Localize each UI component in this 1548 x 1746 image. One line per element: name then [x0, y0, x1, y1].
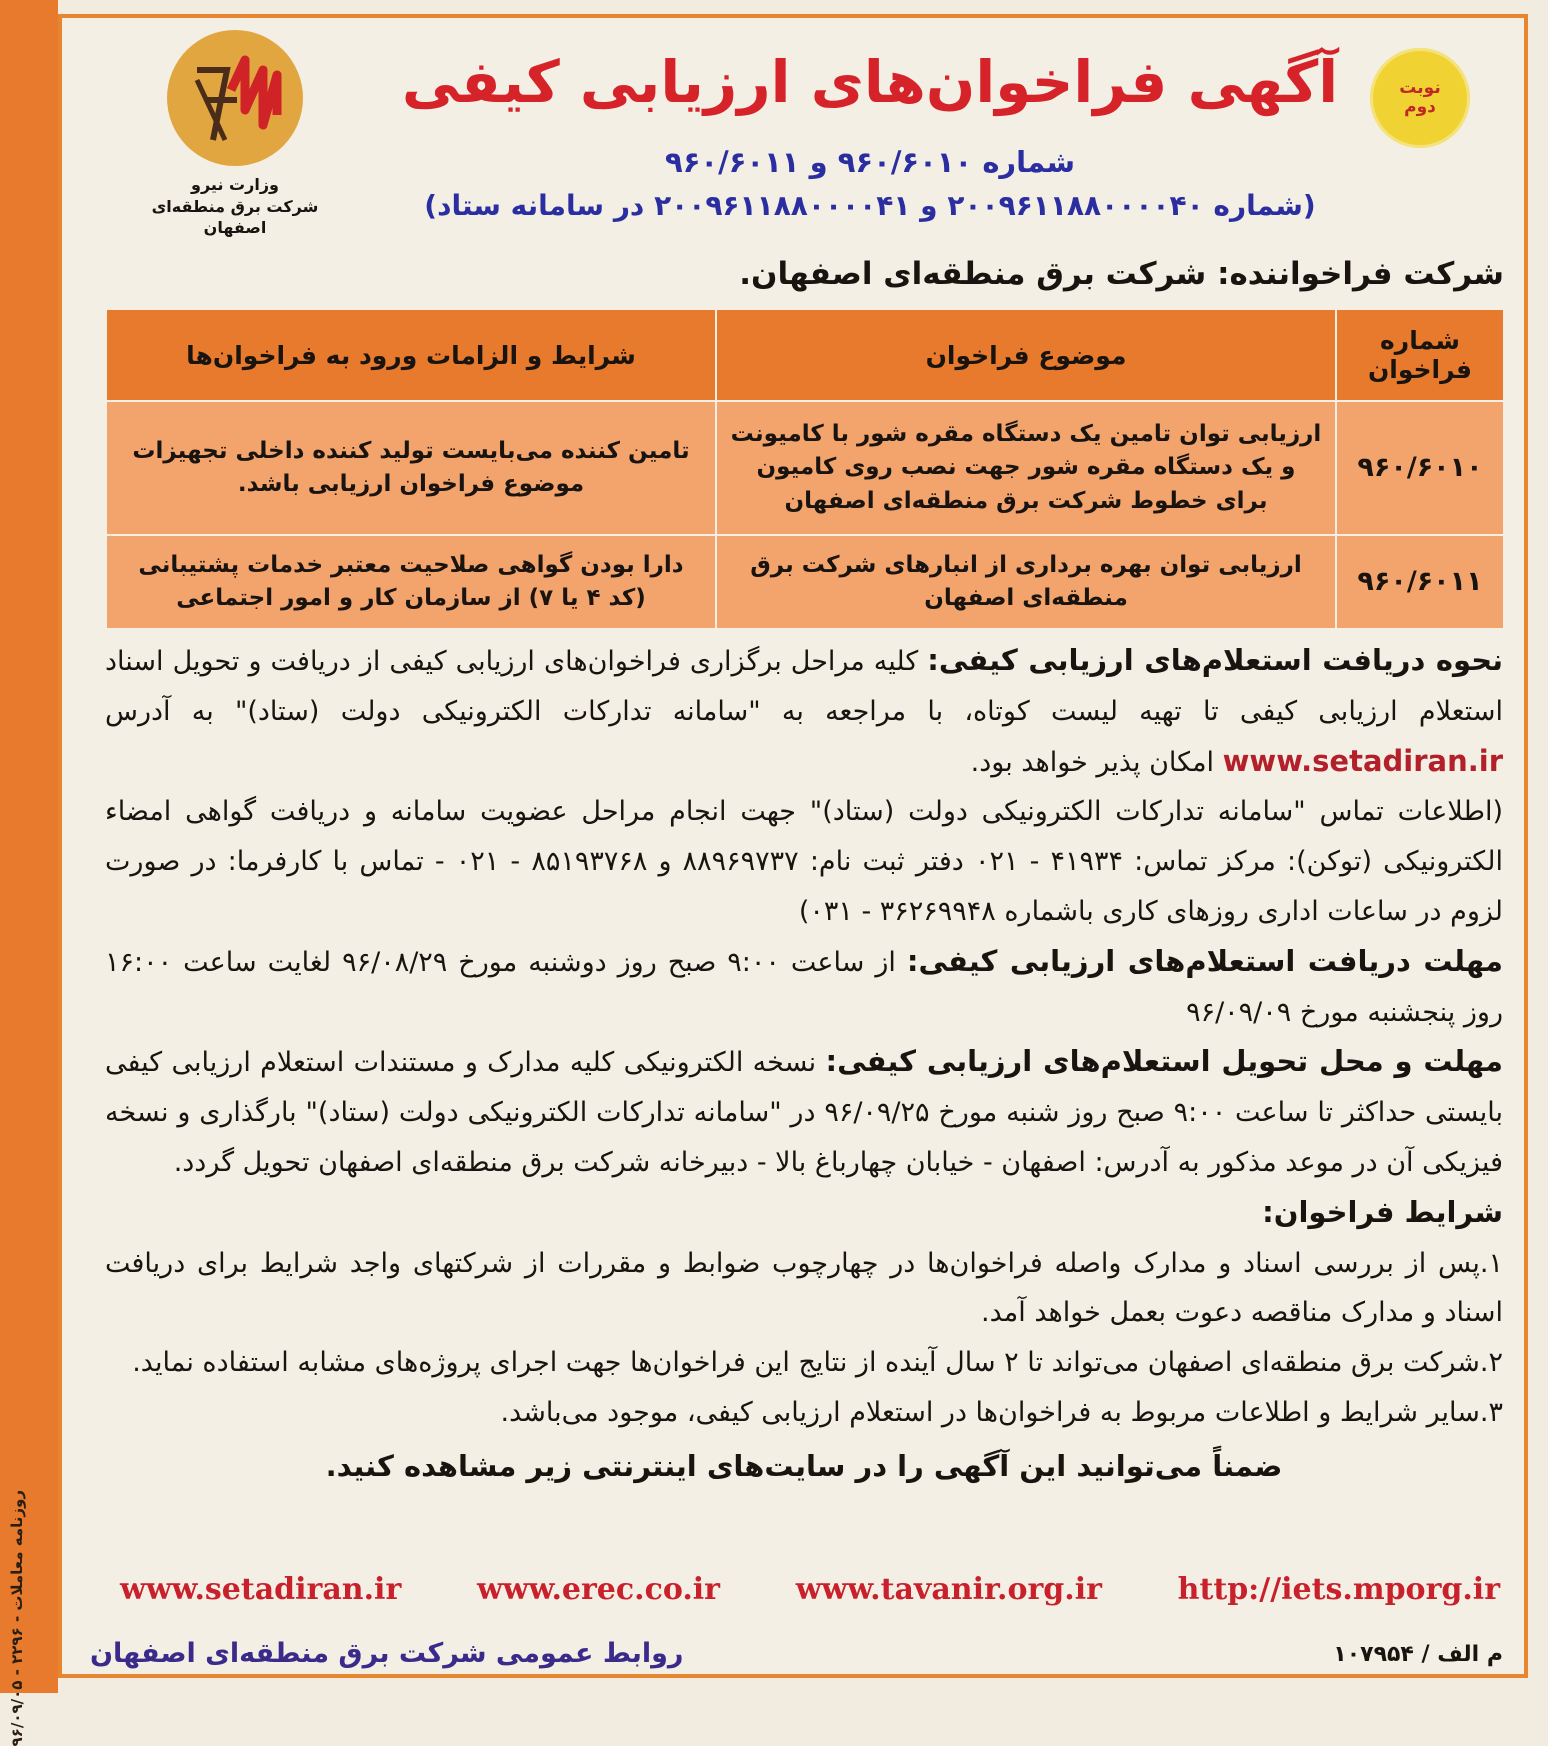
- conditions-heading: شرایط فراخوان:: [1262, 1194, 1503, 1229]
- table-row: [106, 401, 1504, 535]
- call-numbers-line: شماره ۹۶۰/۶۰۱۰ و ۹۶۰/۶۰۱۱: [665, 145, 1075, 179]
- receive-title: نحوه دریافت استعلام‌های ارزیابی کیفی:: [927, 643, 1503, 677]
- closing-note: ضمناً می‌توانید این آگهی را در سایت‌های اینترنتی زیر مشاهده کنید.: [325, 1448, 1283, 1483]
- ad-code: م الف / ۱۰۷۹۵۴: [1333, 1642, 1503, 1667]
- receive-end: امکان پذیر خواهد بود.: [970, 746, 1223, 778]
- call-conditions-cell: دارا بودن گواهی صلاحیت معتبر خدمات پشتیبانی (کد ۴ یا ۷) از سازمان کار و امور اجتماعی: [106, 535, 716, 629]
- calling-company: شرکت فراخواننده: شرکت برق منطقه‌ای اصفهان.: [739, 256, 1504, 292]
- call-numbers: [380, 140, 1360, 228]
- receive-paragraph: [105, 636, 1503, 787]
- call-subject-cell: ارزیابی توان تامین یک دستگاه مقره شور با کامیونت و یک دستگاه مقره شور جهت نصب روی کامیون برای خطوط شرکت برق منطقه‌ای اصفهان: [716, 401, 1336, 535]
- delivery-text: نسخه الکترونیکی کلیه مدارک و مستندات استعلام ارزیابی کیفی بایستی حداکثر تا ساعت ۹:۰۰ صبح روز شنبه مورخ ۹۶/۰۹/۲۵ در "سامانه تدارکات الکترونیکی دولت (ستاد)" بارگذاری و نسخه فیزیکی آن در موعد مذکور به آدرس: اصفهان - خیابان چهارباغ بالا - دبیرخانه شرکت برق منطقه‌ای اصفهان تحویل گردد.: [105, 1047, 1503, 1178]
- left-color-band: [0, 0, 58, 1746]
- deadline-title: مهلت دریافت استعلام‌های ارزیابی کیفی:: [906, 943, 1503, 978]
- company-logo-block: [120, 30, 350, 239]
- site-link[interactable]: www.erec.co.ir: [476, 1572, 720, 1607]
- conditions-title: [105, 1188, 1503, 1239]
- publisher-label: روابط عمومی شرکت برق منطقه‌ای اصفهان: [90, 1638, 684, 1669]
- receive-text: کلیه مراحل برگزاری فراخوان‌های ارزیابی کیفی از دریافت و تحویل اسناد استعلام ارزیابی کیفی تا تهیه لیست کوتاه، با مراجعه به "سامانه تدارکات الکترونیکی دولت (ستاد)" به آدرس: [105, 646, 1503, 727]
- deadline-text: از ساعت ۹:۰۰ صبح روز دوشنبه مورخ ۹۶/۰۸/۲۹ لغایت ساعت ۱۶:۰۰ روز پنجشنبه مورخ ۹۶/۰۹/۰۹: [105, 946, 1503, 1028]
- deadline-paragraph: [105, 937, 1503, 1038]
- call-number-cell: ۹۶۰/۶۰۱۰: [1336, 401, 1504, 535]
- header-call-number: شماره فراخوان: [1336, 309, 1504, 401]
- website-list: [120, 1572, 1500, 1607]
- call-subject-cell: ارزیابی توان بهره برداری از انبارهای شرکت برق منطقه‌ای اصفهان: [716, 535, 1336, 629]
- ad-body: [105, 636, 1503, 1492]
- condition-item: ۲.شرکت برق منطقه‌ای اصفهان می‌تواند تا ۲ سال آینده از نتایج این فراخوان‌ها جهت اجرای پروژه‌های مشابه استفاده نماید.: [132, 1347, 1503, 1379]
- condition-item: ۱.پس از بررسی اسناد و مدارک واصله فراخوان‌ها در چهارچوب ضوابط و مقررات از شرکتهای واجد شرایط برای دریافت اسناد و مدارک مناقصه دعوت بعمل خواهد آمد.: [105, 1247, 1503, 1329]
- calls-table: [105, 308, 1505, 630]
- table-row: [106, 535, 1504, 629]
- setad-link[interactable]: www.setadiran.ir: [1222, 743, 1503, 778]
- delivery-title: مهلت و محل تحویل استعلام‌های ارزیابی کیفی:: [825, 1044, 1504, 1079]
- header-call-subject: موضوع فراخوان: [716, 309, 1336, 401]
- condition-item: ۳.سایر شرایط و اطلاعات مربوط به فراخوان‌ها در استعلام ارزیابی کیفی، موجود می‌باشد.: [500, 1396, 1503, 1428]
- header-call-conditions: شرایط و الزامات ورود به فراخوان‌ها: [106, 309, 716, 401]
- logo-company-label: شرکت برق منطقه‌ای اصفهان: [151, 196, 319, 238]
- ad-headline: آگهی فراخوان‌های ارزیابی کیفی: [401, 48, 1339, 116]
- site-link[interactable]: www.tavanir.org.ir: [795, 1572, 1102, 1607]
- site-link[interactable]: www.setadiran.ir: [120, 1572, 402, 1607]
- contact-paragraph: (اطلاعات تماس "سامانه تدارکات الکترونیکی دولت (ستاد)" جهت انجام مراحل عضویت سامانه و دریافت گواهی امضاء الکترونیکی (توکن): مرکز تماس: ۴۱۹۳۴ - ۰۲۱ دفتر ثبت نام: ۸۸۹۶۹۷۳۷ و ۸۵۱۹۳۷۶۸ - ۰۲۱ - تماس با کارفرما: در صورت لزوم در ساعات اداری روزهای کاری باشماره ۳۶۲۶۹۹۴۸ - ۰۳۱): [105, 796, 1503, 927]
- site-link[interactable]: http://iets.mporg.ir: [1177, 1572, 1500, 1607]
- side-strip-text: روزنامه معاملات - ۲۲۹۶ - ۹۶/۰۹/۰۵: [8, 1490, 26, 1746]
- delivery-paragraph: [105, 1037, 1503, 1187]
- call-number-cell: ۹۶۰/۶۰۱۱: [1336, 535, 1504, 629]
- setad-numbers-line: (شماره ۲۰۰۹۶۱۱۸۸۰۰۰۰۴۰ و ۲۰۰۹۶۱۱۸۸۰۰۰۰۴۱ در سامانه ستاد): [424, 189, 1316, 222]
- power-company-logo-icon: [167, 30, 303, 166]
- call-conditions-cell: تامین کننده می‌بایست تولید کننده داخلی تجهیزات موضوع فراخوان ارزیابی باشد.: [106, 401, 716, 535]
- second-round-badge: نوبت دوم: [1370, 48, 1470, 148]
- logo-ministry-label: وزارت نیرو: [191, 175, 279, 194]
